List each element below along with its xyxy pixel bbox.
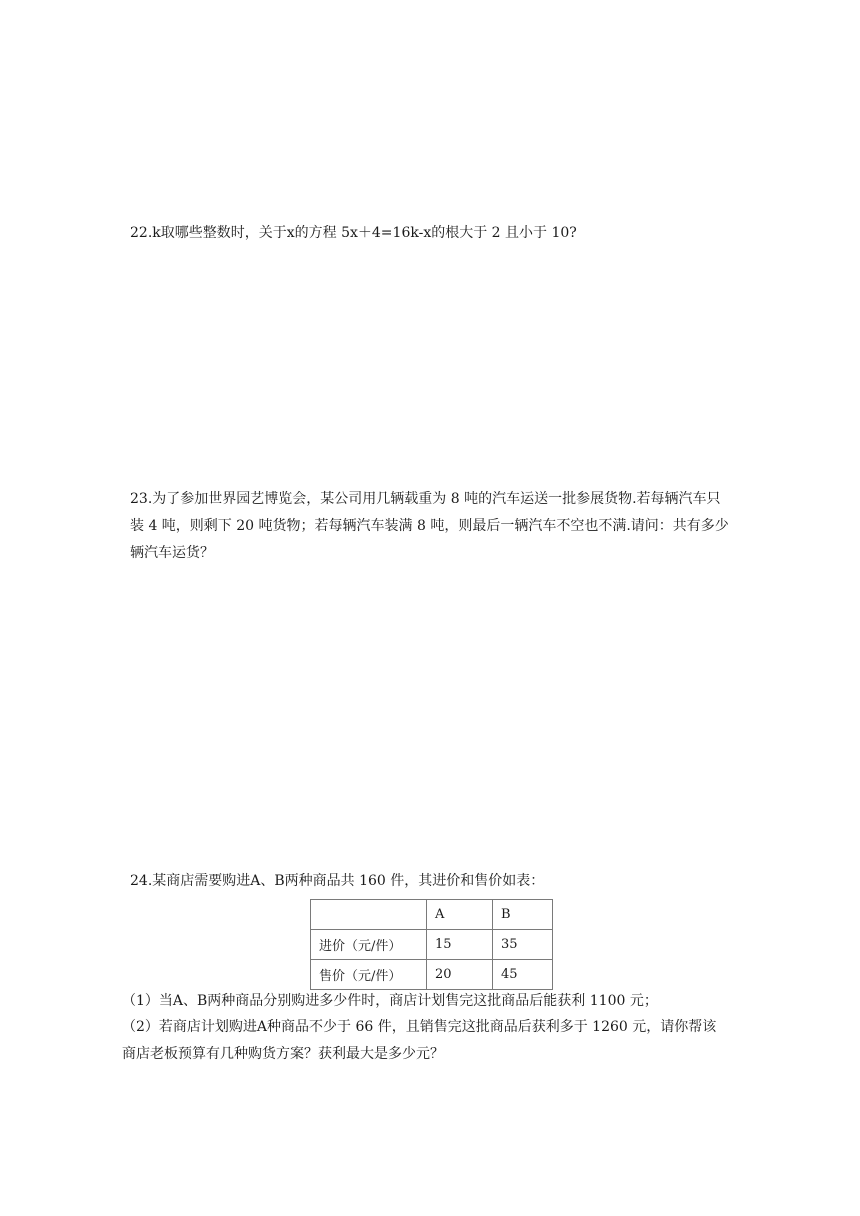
question-23: 23.为了参加世界园艺博览会，某公司用几辆载重为 8 吨的汽车运送一批参展货物.若每辆汽车只装 4 吨，则剩下 20 吨货物；若每辆汽车装满 8 吨，则最后一辆汽车不空也不满.请问：共有多少辆汽车运货？ (130, 491, 729, 561)
price-b: 45 (493, 960, 553, 990)
cost-b: 35 (493, 930, 553, 960)
row-label-cost: 进价（元/件） (311, 930, 427, 960)
question-24-intro: 24.某商店需要购进A、B两种商品共 160 件，其进价和售价如表： (130, 873, 545, 889)
table-header-b: B (493, 900, 553, 930)
price-a: 20 (427, 960, 493, 990)
row-label-price: 售价（元/件） (311, 960, 427, 990)
table-header-empty (311, 900, 427, 930)
question-22: 22.k取哪些整数时，关于x的方程 5x＋4=16k-x的根大于 2 且小于 10? (130, 225, 577, 241)
table-header-a: A (427, 900, 493, 930)
price-table (310, 899, 553, 990)
cost-a: 15 (427, 930, 493, 960)
table-row (311, 960, 553, 990)
table-header-row (311, 900, 553, 930)
question-24-part-2: （2）若商店计划购进A种商品不少于 66 件，且销售完这批商品后获利多于 1260 元，请你帮该商店老板预算有几种购货方案？获利最大是多少元？ (122, 1019, 717, 1062)
table-row (311, 930, 553, 960)
question-24-part-1: （1）当A、B两种商品分别购进多少件时，商店计划售完这批商品后能获利 1100 元； (122, 993, 658, 1009)
